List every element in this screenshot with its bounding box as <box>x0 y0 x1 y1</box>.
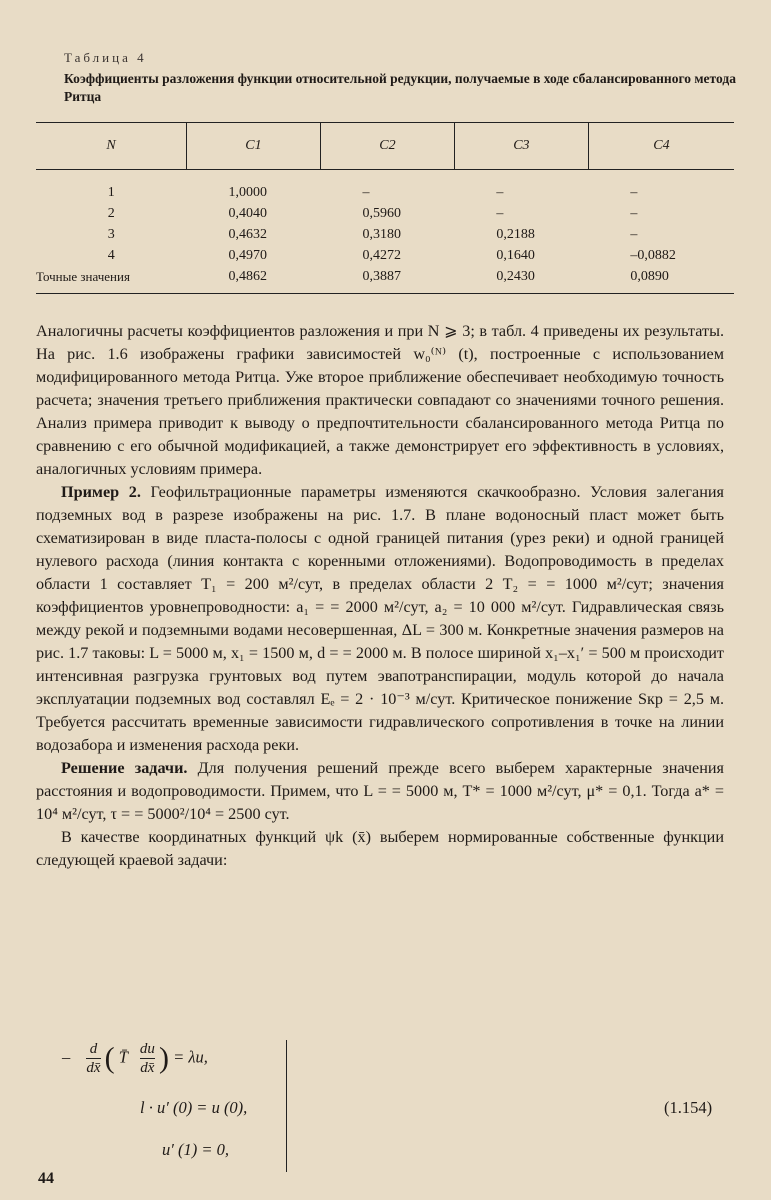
header-c2: C2 <box>320 123 454 170</box>
table-caption: Таблица 4 <box>64 50 147 65</box>
paragraph-lead: Решение задачи. <box>61 759 188 777</box>
table-cell: 0,4862 <box>187 266 321 294</box>
table-cell: 0,2188 <box>496 226 535 242</box>
table-cell: 1,0000 <box>228 184 267 200</box>
paragraph-text: Геофильтрационные параметры изменяются скачкообразно. Условия залегания подземных вод в разрезе изображены на рис. 1.7. В плане водоносный пласт может быть схематизирован в виде пласта-полосы с одной границей питания (урез реки) и одной границей нулевого расхода (линия контакта с коренными отложениями). Водопроводимость в пределах области 1 составляет T₁ = 200 м²/сут, в пределах области 2 T₂ = = 1000 м²/сут; значения коэффициентов уровнепроводности: a₁ = = 2000 м²/сут, a₂ = 10 000 м²/сут. Гидравлическая связь между рекой и подземными водами несовершенная, ΔL = 300 м. Конкретные значения размеров на рис. 1.7 таковы: L = 5000 м, x₁ = 1500 м, d = = 2000 м. В полосе шириной x₁–x₁′ = 500 м происходит интенсивная разгрузка грунтовых вод путем эвапотранспирации, модуль которой до начала эксплуатации подземных вод составлял Eₑ = 2 · 10⁻³ м/сут. Критическое понижение Sкр = 2,5 м. Требуется рассчитать временные зависимости гидравлического сопротивления в точке на линии водозабора и изменения расхода реки. <box>36 483 725 754</box>
table-cell: 3 <box>107 226 115 242</box>
table-cell: Точные значения <box>36 266 187 294</box>
paragraph-text: В качестве координатных функций ψk (x̄) выберем нормированные собственные функции следующей краевой задачи: <box>36 828 724 869</box>
equation-brace <box>286 1040 297 1172</box>
table-cell: 0,4040 <box>228 205 267 221</box>
paragraph-example-2 <box>36 481 724 757</box>
paragraph-solution <box>36 757 724 826</box>
table-cell: 0,3887 <box>320 266 454 294</box>
denominator: dx̄ <box>86 1060 101 1076</box>
numerator: du <box>139 1041 155 1057</box>
numerator: d <box>89 1041 98 1057</box>
table-cell: 1 <box>107 184 115 200</box>
table-row <box>36 266 734 294</box>
paragraph-text: Для получения решений прежде всего выберем характерные значения расстояния и водопроводимости. Примем, что L = = 5000 м, T* = 1000 м²/сут, μ* = 0,1. Тогда a* = 10⁴ м²/сут, τ = = 5000²/10⁴ = 2500 сут. <box>36 759 724 823</box>
table-cell: 0,4632 <box>228 226 267 242</box>
paragraph-results <box>36 320 724 481</box>
equation-line-2: l · u′ (0) = u (0), <box>140 1098 248 1117</box>
table-cell: – <box>496 184 504 200</box>
header-c3: C3 <box>454 123 588 170</box>
table-cell: – <box>496 205 504 221</box>
header-n: N <box>36 123 187 170</box>
header-c4: C4 <box>588 123 734 170</box>
table-title: Коэффициенты разложения функции относительной редукции, получаемые в ходе сбалансированного метода Ритца <box>64 71 736 104</box>
header-c1: C1 <box>187 123 321 170</box>
table-cell: 0,3180 <box>362 226 401 242</box>
table-header-row <box>36 123 734 170</box>
derivative-du-dx <box>140 1040 155 1077</box>
table-cell: – <box>630 226 638 242</box>
equation-rhs: = λu, <box>173 1047 208 1067</box>
denominator: dx̄ <box>140 1060 155 1076</box>
paragraph-text: Аналогичны расчеты коэффициентов разложения и при N ⩾ 3; в табл. 4 приведены их результаты. На рис. 1.6 изображены графики зависимостей w₀⁽ᴺ⁾ (t), построенные с использованием модифицированного метода Ритца. Уже второе приближение обеспечивает необходимую точность расчета; значения третьего приближения практически совпадают со значениями точного решения. Анализ примера приводит к выводу о предпочтительности сбалансированного метода Ритца по сравнению с его обычной модификацией, а также демонстрирует его эффективность в условиях, аналогичных условиям примера. <box>36 322 724 478</box>
table-cell: 0,4272 <box>362 247 401 263</box>
table-cell: – <box>630 205 638 221</box>
table-cell: 0,2430 <box>454 266 588 294</box>
body-text <box>36 320 724 872</box>
table-row <box>36 203 734 224</box>
table-cell: 0,5960 <box>362 205 401 221</box>
derivative-d-dx <box>86 1040 100 1077</box>
table-cell: 0,4970 <box>228 247 267 263</box>
table-cell: 2 <box>107 205 115 221</box>
table-cell: – <box>362 184 370 200</box>
table-row <box>36 170 734 204</box>
table-cell: –0,0882 <box>630 247 676 263</box>
coefficients-table <box>36 122 734 294</box>
table-row <box>36 245 734 266</box>
equation-number: (1.154) <box>664 1098 713 1117</box>
table-row <box>36 224 734 245</box>
table-cell: 0,1640 <box>496 247 535 263</box>
equation-line-1: – $\frac{d}{dx̄}$ ( T̄ $\frac{du}{dx̄}$ ) = λu, <box>62 1041 208 1076</box>
page-number: 44 <box>38 1170 54 1187</box>
table-cell: 4 <box>107 247 115 263</box>
table-cell: 0,0890 <box>588 266 734 294</box>
table-cell: – <box>630 184 638 200</box>
paragraph-coordinate-functions <box>36 826 724 872</box>
paragraph-lead: Пример 2. <box>61 483 141 501</box>
minus-sign: – <box>62 1047 71 1067</box>
equation-line-3: u′ (1) = 0, <box>162 1140 229 1159</box>
t-bar: T̄ <box>118 1047 128 1067</box>
